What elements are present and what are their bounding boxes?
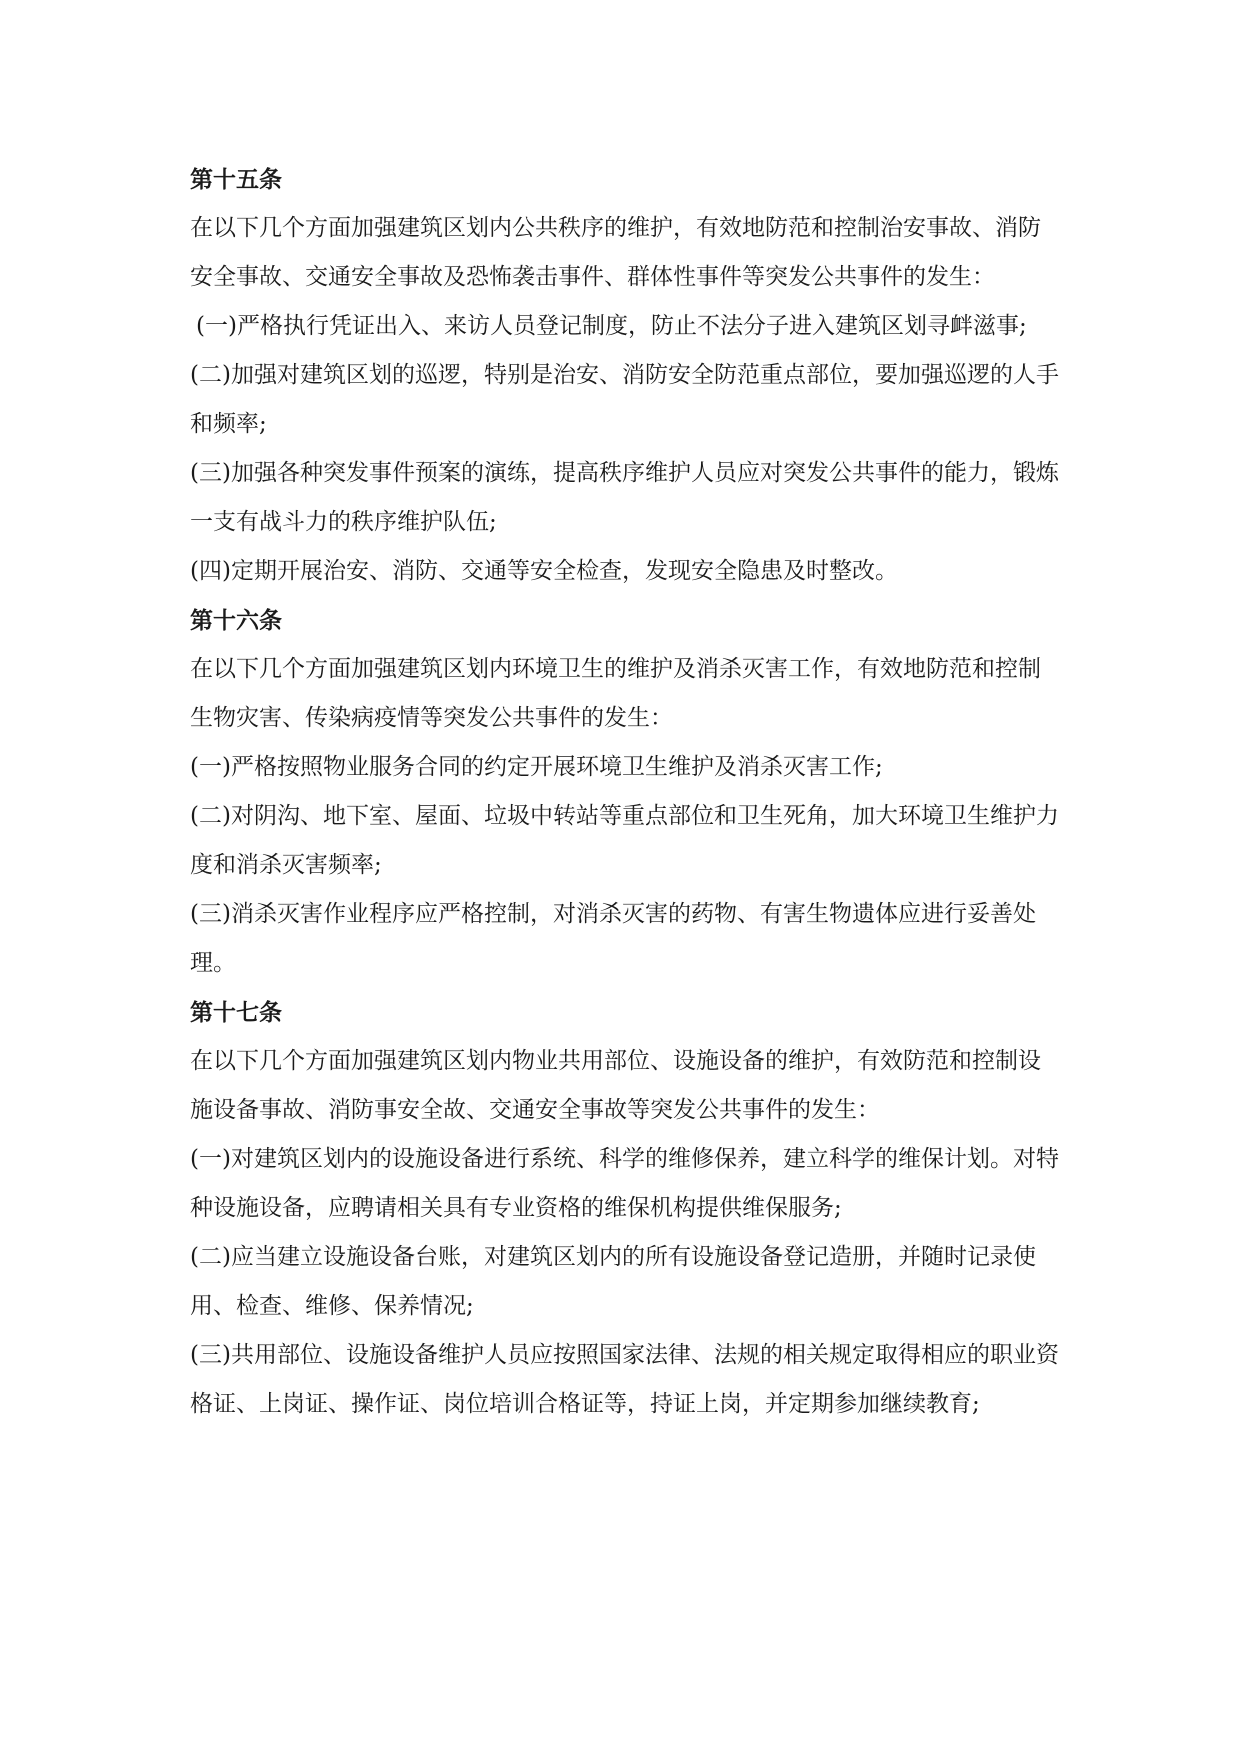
article-item: (二)对阴沟、地下室、屋面、垃圾中转站等重点部位和卫生死角，加大环境卫生维护力度和消杀灭害频率; [190, 803, 1059, 878]
article-item: (三)加强各种突发事件预案的演练，提高秩序维护人员应对突发公共事件的能力，锻炼一支有战斗力的秩序维护队伍; [190, 460, 1059, 535]
article-intro: 在以下几个方面加强建筑区划内环境卫生的维护及消杀灭害工作，有效地防范和控制生物灾害、传染病疫情等突发公共事件的发生： [190, 656, 1041, 731]
article-intro: 在以下几个方面加强建筑区划内物业共用部位、设施设备的维护，有效防范和控制设施设备事故、消防事安全故、交通安全事故等突发公共事件的发生： [190, 1048, 1041, 1123]
article-17 [190, 988, 1060, 1429]
article-item: (三)共用部位、设施设备维护人员应按照国家法律、法规的相关规定取得相应的职业资格证、上岗证、操作证、岗位培训合格证等，持证上岗，并定期参加继续教育; [190, 1342, 1059, 1417]
article-title: 第十六条 [190, 607, 282, 634]
article-item: (一)严格执行凭证出入、来访人员登记制度，防止不法分子进入建筑区划寻衅滋事; [196, 313, 1027, 339]
article-item: (一)对建筑区划内的设施设备进行系统、科学的维修保养，建立科学的维保计划。对特种设施设备，应聘请相关具有专业资格的维保机构提供维保服务; [190, 1146, 1059, 1221]
document-page [190, 155, 1060, 1429]
article-item: (一)严格按照物业服务合同的约定开展环境卫生维护及消杀灭害工作; [190, 754, 883, 780]
article-16 [190, 596, 1060, 988]
article-item: (二)加强对建筑区划的巡逻，特别是治安、消防安全防范重点部位，要加强巡逻的人手和频率; [190, 362, 1059, 437]
article-intro: 在以下几个方面加强建筑区划内公共秩序的维护，有效地防范和控制治安事故、消防安全事故、交通安全事故及恐怖袭击事件、群体性事件等突发公共事件的发生： [190, 215, 1041, 290]
article-item: (四)定期开展治安、消防、交通等安全检查，发现安全隐患及时整改。 [190, 558, 898, 584]
article-title: 第十七条 [190, 999, 282, 1026]
article-15 [190, 155, 1060, 596]
article-title: 第十五条 [190, 166, 282, 193]
article-item: (三)消杀灭害作业程序应严格控制，对消杀灭害的药物、有害生物遗体应进行妥善处理。 [190, 901, 1036, 976]
article-item: (二)应当建立设施设备台账，对建筑区划内的所有设施设备登记造册，并随时记录使用、检查、维修、保养情况; [190, 1244, 1036, 1319]
